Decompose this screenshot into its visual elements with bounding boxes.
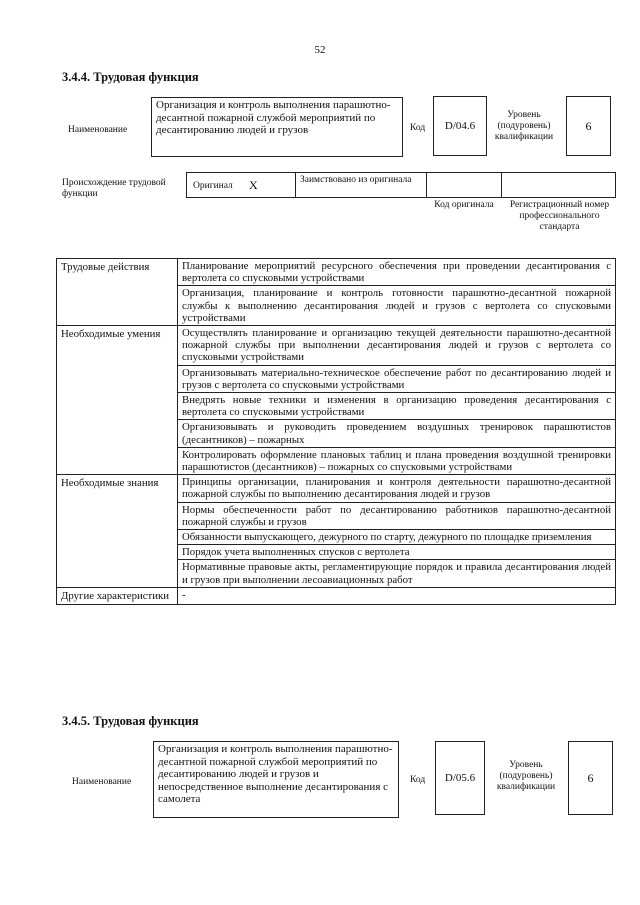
table-row xyxy=(57,587,616,604)
level-label: Уровень (подуровень) квалификации xyxy=(494,110,554,142)
table-row xyxy=(57,475,616,502)
competency-table xyxy=(56,258,616,605)
original-label: Оригинал xyxy=(193,181,233,191)
code-original-caption: Код оригинала xyxy=(434,200,494,210)
table-item: Нормативные правовые акты, регламентирующие порядок и правила десантирования людей и грузов при выполнении лесоавиационных работ xyxy=(178,560,616,587)
reg-number-cell xyxy=(501,172,616,198)
name-label: Наименование xyxy=(68,125,128,135)
table-item: - xyxy=(178,587,616,604)
code-value: D/05.6 xyxy=(435,741,485,815)
table-item: Осуществлять планирование и организацию текущей деятельности парашютно-десантной пожарной службы при выполнении десантирования людей и грузов с вертолета со спусковыми устройствами xyxy=(178,326,616,366)
table-item: Обязанности выпускающего, дежурного по старту, дежурного по площадке приземления xyxy=(178,530,616,545)
level-value: 6 xyxy=(566,96,611,156)
table-row xyxy=(57,259,616,286)
table-item: Внедрять новые техники и изменения в организацию проведения десантирования с вертолета со спусковыми устройствами xyxy=(178,393,616,420)
table-item: Нормы обеспеченности работ по десантированию работников парашютно-десантной пожарной службы и грузов xyxy=(178,502,616,529)
table-item: Организовывать и руководить проведением воздушных тренировок парашютистов (десантников) – пожарных xyxy=(178,420,616,447)
name-label: Наименование xyxy=(72,777,132,787)
reg-number-caption: Регистрационный номер профессионального стандарта xyxy=(509,200,610,232)
table-item: Организация, планирование и контроль готовности парашютно-десантной пожарной службы к выполнению десантирования людей и грузов с вертолета со спусковыми устройствами xyxy=(178,286,616,326)
code-original-cell xyxy=(426,172,502,198)
category-labor-actions: Трудовые действия xyxy=(57,259,178,326)
borrowed-cell xyxy=(295,172,427,198)
category-skills: Необходимые умения xyxy=(57,326,178,475)
section-title-3-4-5: 3.4.5. Трудовая функция xyxy=(62,714,199,728)
table-row xyxy=(57,326,616,366)
function-name-box: Организация и контроль выполнения парашютно-десантной пожарной службой мероприятий по десантированию людей и грузов xyxy=(151,97,403,157)
original-cell xyxy=(186,172,296,198)
table-item: Организовывать материально-техническое обеспечение работ по десантированию людей и грузов с вертолета со спусковыми устройствами xyxy=(178,365,616,392)
borrowed-label: Заимствовано из оригинала xyxy=(300,175,412,185)
function-name-box: Организация и контроль выполнения парашютно-десантной пожарной службой мероприятий по десантированию людей и грузов и непосредственное выполнение десантирования с самолета xyxy=(153,741,399,818)
table-item: Принципы организации, планирования и контроля деятельности парашютно-десантной пожарной службы по выполнению десантирования людей и грузов xyxy=(178,475,616,502)
section-title-3-4-4: 3.4.4. Трудовая функция xyxy=(62,70,199,84)
table-item: Контролировать оформление плановых таблиц и плана проведения воздушной тренировки парашютистов (десантников) – пожарных со спусковыми устройствами xyxy=(178,447,616,474)
level-value: 6 xyxy=(568,741,613,815)
category-other: Другие характеристики xyxy=(57,587,178,604)
page-number: 52 xyxy=(314,44,326,56)
table-item: Планирование мероприятий ресурсного обеспечения при проведении десантирования с вертолета со спусковыми устройствами xyxy=(178,259,616,286)
category-knowledge: Необходимые знания xyxy=(57,475,178,588)
table-item: Порядок учета выполненных спусков с вертолета xyxy=(178,545,616,560)
origin-label: Происхождение трудовой функции xyxy=(62,178,166,199)
original-mark: X xyxy=(249,178,258,192)
code-label: Код xyxy=(410,123,426,133)
code-value: D/04.6 xyxy=(433,96,487,156)
code-label: Код xyxy=(410,775,426,785)
origin-row xyxy=(186,172,616,198)
level-label: Уровень (подуровень) квалификации xyxy=(496,760,556,792)
